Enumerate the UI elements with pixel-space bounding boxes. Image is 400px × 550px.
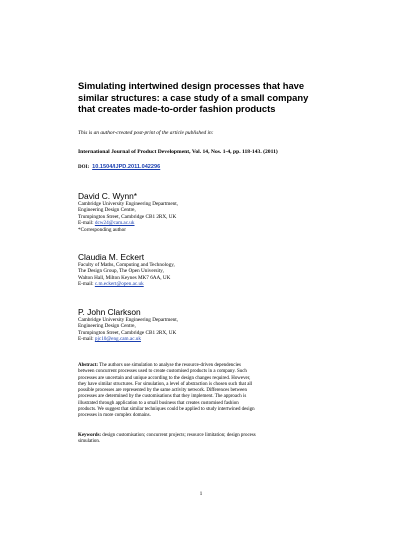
- email-link[interactable]: c.m.eckert@open.ac.uk: [94, 281, 144, 288]
- email-link[interactable]: pjc10@eng.cam.ac.uk: [94, 336, 141, 343]
- email-line: [78, 281, 338, 287]
- page-number: 1: [199, 491, 203, 497]
- title-line: that creates made-to-order fashion products: [78, 103, 276, 114]
- email-prefix: E-mail:: [78, 336, 95, 343]
- keywords-text: design customisation; concurrent projects; resource limitation; design process: [101, 433, 256, 438]
- affiliation-line: Trumpington Street, Cambridge CB1 2RX, UK: [78, 213, 177, 220]
- author-block-clarkson: [78, 307, 338, 343]
- abstract-label: Abstract:: [78, 363, 99, 368]
- affiliation-line: Walton Hall, Milton Keynes MK7 6AA, UK: [78, 274, 171, 281]
- email-line: [78, 336, 338, 342]
- author-name: David C. Wynn*: [78, 191, 138, 201]
- keywords-line: simulation.: [78, 439, 101, 445]
- abstract-line: possible processes are represented by the same activity network. Differences between: [78, 388, 247, 394]
- title-line: Simulating intertwined design processes that have: [78, 80, 305, 91]
- abstract-line: processes are determined by the customisations that they implement. The approach is: [78, 394, 247, 400]
- title-line: similar structures: a case study of a small company: [78, 91, 309, 103]
- doi-link[interactable]: 10.1504/IJPD.2011.042296: [92, 164, 161, 170]
- abstract-line: products. We suggest that similar techniques could be applied to study intertwined design: [78, 407, 255, 413]
- affiliation-line: Trumpington Street, Cambridge CB1 2RX, UK: [78, 329, 177, 336]
- affiliation-line: The Design Group, The Open University,: [78, 268, 164, 275]
- corresponding-author-note: *Corresponding author: [78, 226, 126, 233]
- abstract-line: processes are uncertain and unique according to the design changes required. However,: [78, 375, 251, 381]
- paper-title: [78, 80, 340, 115]
- affiliation-line: Faculty of Maths, Computing and Technology,: [78, 262, 175, 268]
- affiliation-line: Cambridge University Engineering Department,: [78, 201, 178, 207]
- affiliation-line: Engineering Design Centre,: [78, 323, 136, 330]
- abstract: [78, 363, 330, 420]
- abstract-line: illustrated through application to a small business that creates customised fashion: [78, 400, 239, 406]
- author-block-eckert: [78, 252, 338, 288]
- abstract-line: processes in more complex domains.: [78, 413, 151, 419]
- author-name: P. John Clarkson: [78, 307, 141, 317]
- affiliation-line: Engineering Design Centre,: [78, 207, 136, 214]
- keywords-label: Keywords:: [78, 433, 102, 438]
- author-block-wynn: [78, 191, 338, 233]
- doi-line: [78, 164, 338, 171]
- abstract-line: they have similar structures. For simulation, a level of abstraction is chosen such that all: [78, 381, 253, 387]
- email-link[interactable]: dcw24@cam.ac.uk: [94, 220, 135, 227]
- affiliation-line: Cambridge University Engineering Department,: [78, 317, 178, 323]
- email-prefix: E-mail:: [78, 220, 95, 227]
- postprint-note: This is an author-created post-print of the article published in:: [78, 130, 214, 136]
- abstract-text: The authors use simulation to analyse the resource-driven dependencies: [98, 363, 241, 368]
- abstract-line: between concurrent processes used to create customised products in a company. Such: [78, 369, 247, 375]
- author-name: Claudia M. Eckert: [78, 252, 145, 262]
- doi-label: DOI:: [78, 165, 90, 170]
- email-prefix: E-mail:: [78, 281, 95, 288]
- keywords: [78, 433, 330, 446]
- journal-citation: International Journal of Product Development, Vol. 14, Nos. 1-4, pp. 118-143. (2011): [78, 149, 278, 155]
